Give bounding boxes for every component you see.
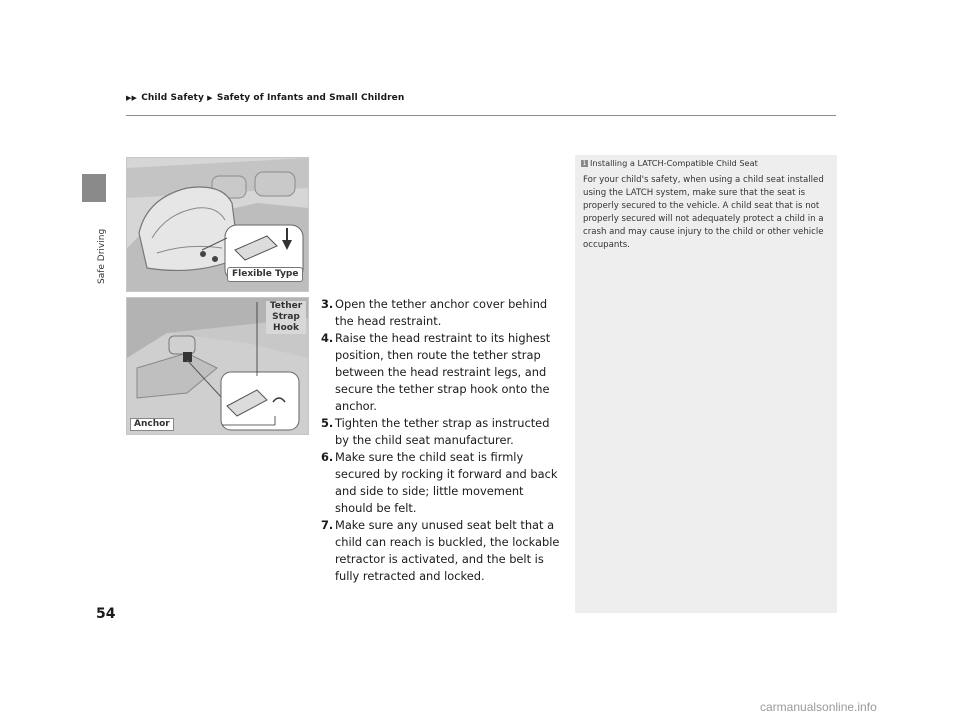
- page-number: 54: [96, 606, 116, 622]
- installation-steps: [321, 296, 561, 585]
- step-number: 4.: [321, 331, 334, 345]
- tether-strap-hook-label: Tether Strap Hook: [266, 301, 306, 334]
- step-text: Make sure the child seat is firmly secured by rocking it forward and back and side to side; little movement should be felt.: [335, 450, 558, 515]
- step-item: [321, 517, 561, 585]
- figure-tether-anchor: [126, 297, 309, 435]
- breadcrumb-item-safety-infants[interactable]: Safety of Infants and Small Children: [216, 93, 405, 103]
- side-note-panel: [575, 155, 837, 613]
- header-divider: [126, 115, 836, 116]
- step-number: 5.: [321, 416, 334, 430]
- breadcrumb-item-child-safety[interactable]: Child Safety: [141, 93, 204, 103]
- note-title-text: Installing a LATCH-Compatible Child Seat: [590, 158, 758, 168]
- step-number: 3.: [321, 297, 334, 311]
- step-item: [321, 330, 561, 415]
- watermark: carmanualsonline.info: [760, 700, 877, 714]
- step-text: Open the tether anchor cover behind the head restraint.: [335, 297, 548, 328]
- section-label-text: Safe Driving: [97, 228, 107, 284]
- step-text: Tighten the tether strap as instructed by the child seat manufacturer.: [335, 416, 550, 447]
- note-title: [581, 158, 758, 168]
- step-number: 7.: [321, 518, 334, 532]
- breadcrumb: [126, 93, 404, 103]
- step-number: 6.: [321, 450, 334, 464]
- step-item: [321, 296, 561, 330]
- breadcrumb-arrow-icon: ▶: [207, 94, 213, 102]
- note-ref-marker-icon: 1: [582, 160, 587, 167]
- step-item: [321, 415, 561, 449]
- step-item: [321, 449, 561, 517]
- anchor-label: Anchor: [130, 418, 174, 431]
- note-body: For your child's safety, when using a child seat installed using the LATCH system, make sure that the seat is properly secured to the vehicle. A child seat that is not properly secured will not adequately protect a child in a crash and may cause injury to the child or other vehicle occupants.: [583, 175, 824, 250]
- breadcrumb-arrow-icon: ▶▶: [126, 94, 137, 102]
- figure-child-seat-flexible: [126, 157, 309, 292]
- step-text: Raise the head restraint to its highest position, then route the tether strap between the head restraint legs, and secure the tether strap hook onto the anchor.: [335, 331, 551, 413]
- section-tab-marker: [82, 174, 106, 202]
- section-side-label: [97, 204, 111, 284]
- flexible-type-label: Flexible Type: [227, 267, 303, 282]
- step-text: Make sure any unused seat belt that a child can reach is buckled, the lockable retractor is activated, and the belt is fully retracted and locked.: [335, 518, 560, 583]
